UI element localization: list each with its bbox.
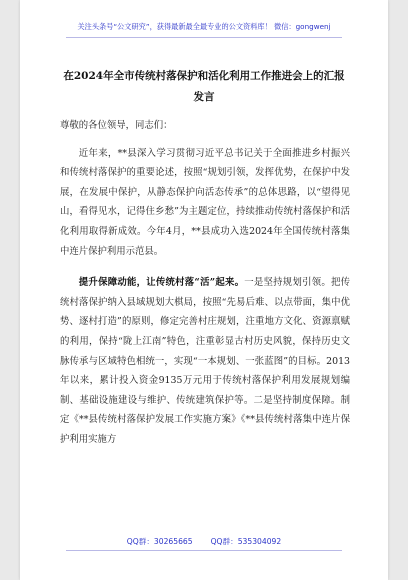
header-divider <box>66 37 342 38</box>
paragraph-guarantee <box>60 273 350 449</box>
document-title: 在2024年全市传统村落保护和活化利用工作推进会上的汇报发言 <box>63 70 345 103</box>
footer <box>20 536 388 547</box>
document-page <box>20 0 388 580</box>
header-banner: 关注头条号“公文研究”，获得最新最全最专业的公文资料库！ 微信：gongwenj <box>77 22 331 31</box>
footer-qq-group-1: QQ群：30265665 <box>126 537 193 546</box>
footer-divider <box>66 550 342 551</box>
salutation: 尊敬的各位领导，同志们： <box>60 120 173 131</box>
document-body <box>60 116 350 450</box>
paragraph-guarantee-text: 一是坚持规划引领。把传统村落保护纳入县域规划大棋局，按照“先易后难、以点带面，集中优势、逐村打造”的原则，修定完善村庄规划，注重地方文化、资源禀赋的利用，保持“陇上江南”特色，注重彰显古村历史风貌，保持历史文脉传承与区域特色相统一，实现“一本规划、一张蓝图”的目标。2013年以来，累计投入资金9135万元用于传统村落保护利用发展规划编制、基础设施建设与维护、传统建筑保护等。二是坚持制度保障。制定《**县传统村落保护发展工作实施方案》《**县传统村落集中连片保护利用实施方 <box>60 277 350 445</box>
paragraph-intro: 近年来，**县深入学习贯彻习近平总书记关于全面推进乡村振兴和传统村落保护的重要论述，按照“规划引领，发挥优势，在保护中发展，在发展中保护，从静态保护向活态传承”的总体思路，以“望得见山，看得见水，记得住乡愁”为主题定位，持续推动传统村落保护和活化利用取得新成效。今年4月，**县成功入选2024年全国传统村落集中连片保护利用示范县。 <box>60 147 350 257</box>
footer-qq-group-2: QQ群：535304092 <box>210 537 282 546</box>
section-heading: 提升保障动能，让传统村落“活”起来。 <box>78 277 245 289</box>
